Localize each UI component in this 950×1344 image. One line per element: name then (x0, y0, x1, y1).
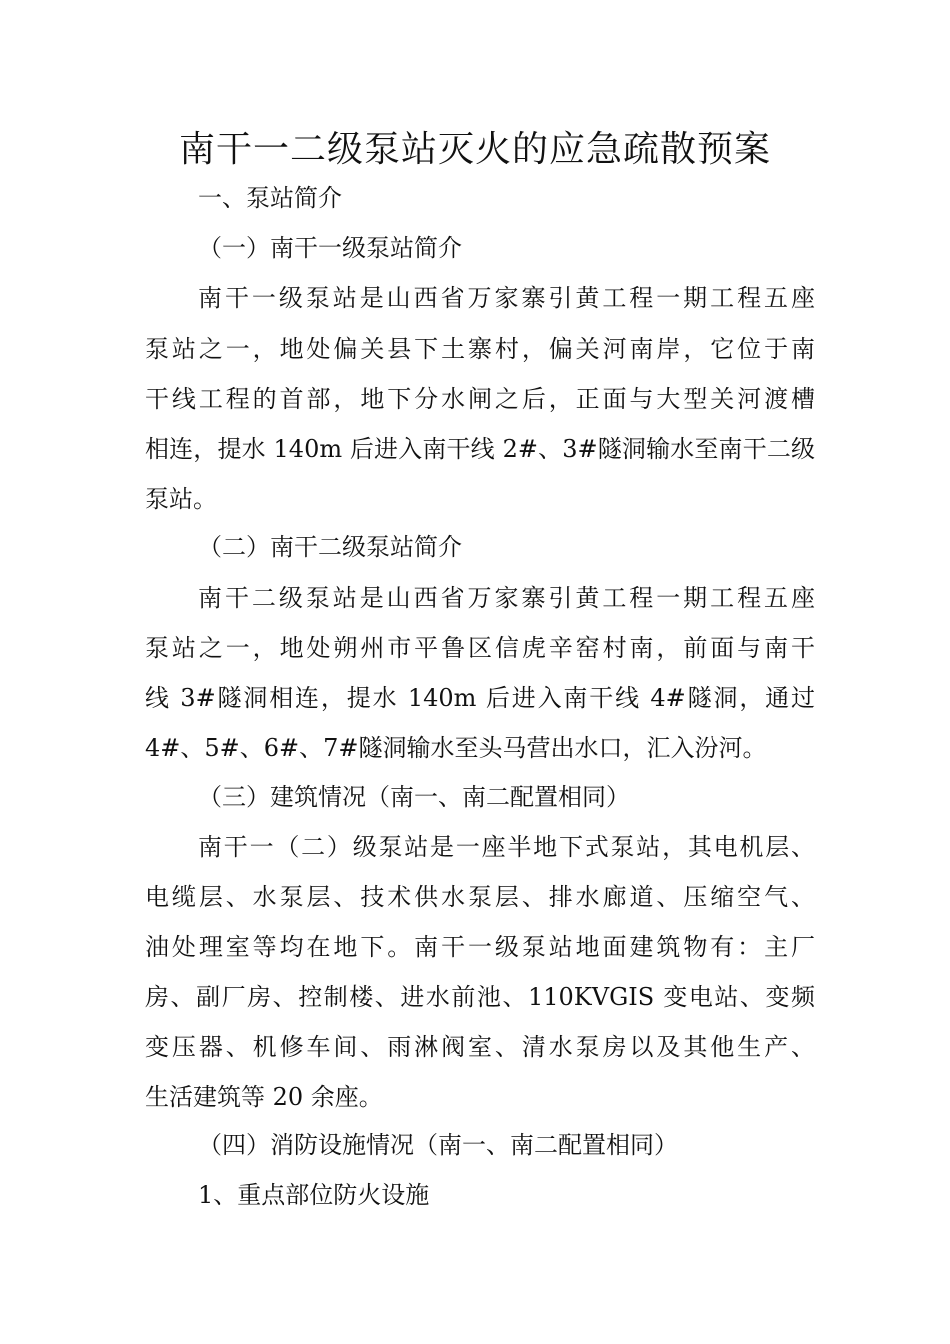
paragraph-line: 泵站之一，地处朔州市平鲁区信虎辛窑村南，前面与南干 (145, 634, 815, 662)
document-title: 南干一二级泵站灭火的应急疏散预案 (178, 129, 771, 170)
paragraph-line: 南干一（二）级泵站是一座半地下式泵站，其电机层、 (198, 833, 815, 861)
paragraph-line: 电缆层、水泵层、技术供水泵层、排水廊道、压缩空气、 (145, 883, 815, 911)
paragraph-line: 房、副厂房、控制楼、进水前池、110KVGIS 变电站、变频 (145, 983, 815, 1011)
paragraph-line: 泵站。 (145, 485, 217, 513)
paragraph-line: 干线工程的首部，地下分水闸之后，正面与大型关河渡槽 (145, 385, 815, 413)
paragraph-line: 4#、5#、6#、7#隧洞输水至头马营出水口，汇入汾河。 (145, 734, 767, 762)
subsection-heading: （二）南干二级泵站简介 (198, 533, 462, 561)
paragraph-line: 南干一级泵站是山西省万家寨引黄工程一期工程五座 (198, 284, 815, 312)
paragraph-line: 线 3#隧洞相连，提水 140m 后进入南干线 4#隧洞，通过 (145, 684, 815, 712)
subsection-heading: （三）建筑情况（南一、南二配置相同） (198, 783, 630, 811)
paragraph-line: 生活建筑等 20 余座。 (145, 1083, 383, 1111)
subsection-heading: （一）南干一级泵站简介 (198, 234, 462, 262)
paragraph-line: 南干二级泵站是山西省万家寨引黄工程一期工程五座 (198, 584, 815, 612)
section-heading: 一、泵站简介 (198, 184, 342, 212)
paragraph-line: 变压器、机修车间、雨淋阀室、清水泵房以及其他生产、 (145, 1033, 815, 1061)
paragraph-line: 泵站之一，地处偏关县下土寨村，偏关河南岸，它位于南 (145, 335, 815, 363)
item-heading: 1、重点部位防火设施 (198, 1181, 430, 1209)
paragraph-line: 油处理室等均在地下。南干一级泵站地面建筑物有：主厂 (145, 933, 815, 961)
subsection-heading: （四）消防设施情况（南一、南二配置相同） (198, 1131, 678, 1159)
paragraph-line: 相连，提水 140m 后进入南干线 2#、3#隧洞输水至南干二级 (145, 435, 815, 463)
